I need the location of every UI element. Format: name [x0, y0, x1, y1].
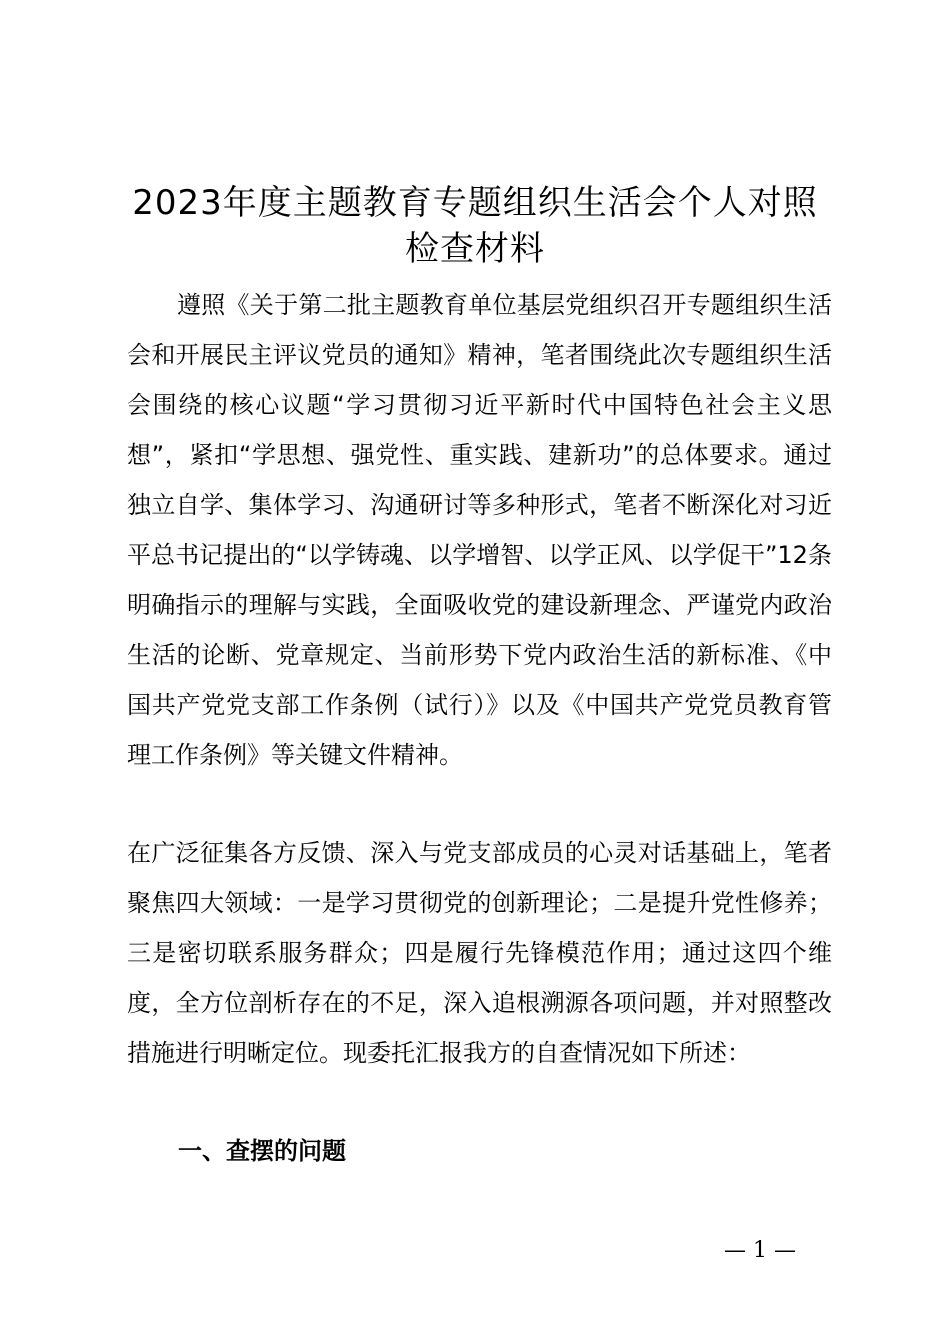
document-title [118, 180, 832, 272]
section-heading: 一、查摆的问题 [178, 1137, 346, 1165]
paragraph-scope: 在广泛征集各方反馈、深入与党支部成员的心灵对话基础上，笔者聚焦四大领域：一是学习贯彻党的创新理论；二是提升党性修养；三是密切联系服务群众；四是履行先锋模范作用；通过这四个维度，全方位剖析存在的不足，深入追根溯源各项问题，并对照整改措施进行明晰定位。现委托汇报我方的自查情况如下所述： [127, 839, 832, 1067]
title-line-1: 2023年度主题教育专题组织生活会个人对照 [132, 183, 818, 223]
paragraph-intro: 遵照《关于第二批主题教育单位基层党组织召开专题组织生活会和开展民主评议党员的通知》精神，笔者围绕此次专题组织生活会围绕的核心议题“学习贯彻习近平新时代中国特色社会主义思想”，紧扣“学思想、强党性、重实践、建新功”的总体要求。通过独立自学、集体学习、沟通研讨等多种形式，笔者不断深化对习近平总书记提出的“以学铸魂、以学增智、以学正风、以学促干”12条明确指示的理解与实践，全面吸收党的建设新理念、严谨党内政治生活的论断、党章规定、当前形势下党内政治生活的新标准、《中国共产党党支部工作条例（试行）》以及《中国共产党党员教育管理工作条例》等关键文件精神。 [127, 291, 832, 769]
title-line-2: 检查材料 [405, 229, 545, 269]
page-number: — 1 — [724, 1238, 796, 1263]
